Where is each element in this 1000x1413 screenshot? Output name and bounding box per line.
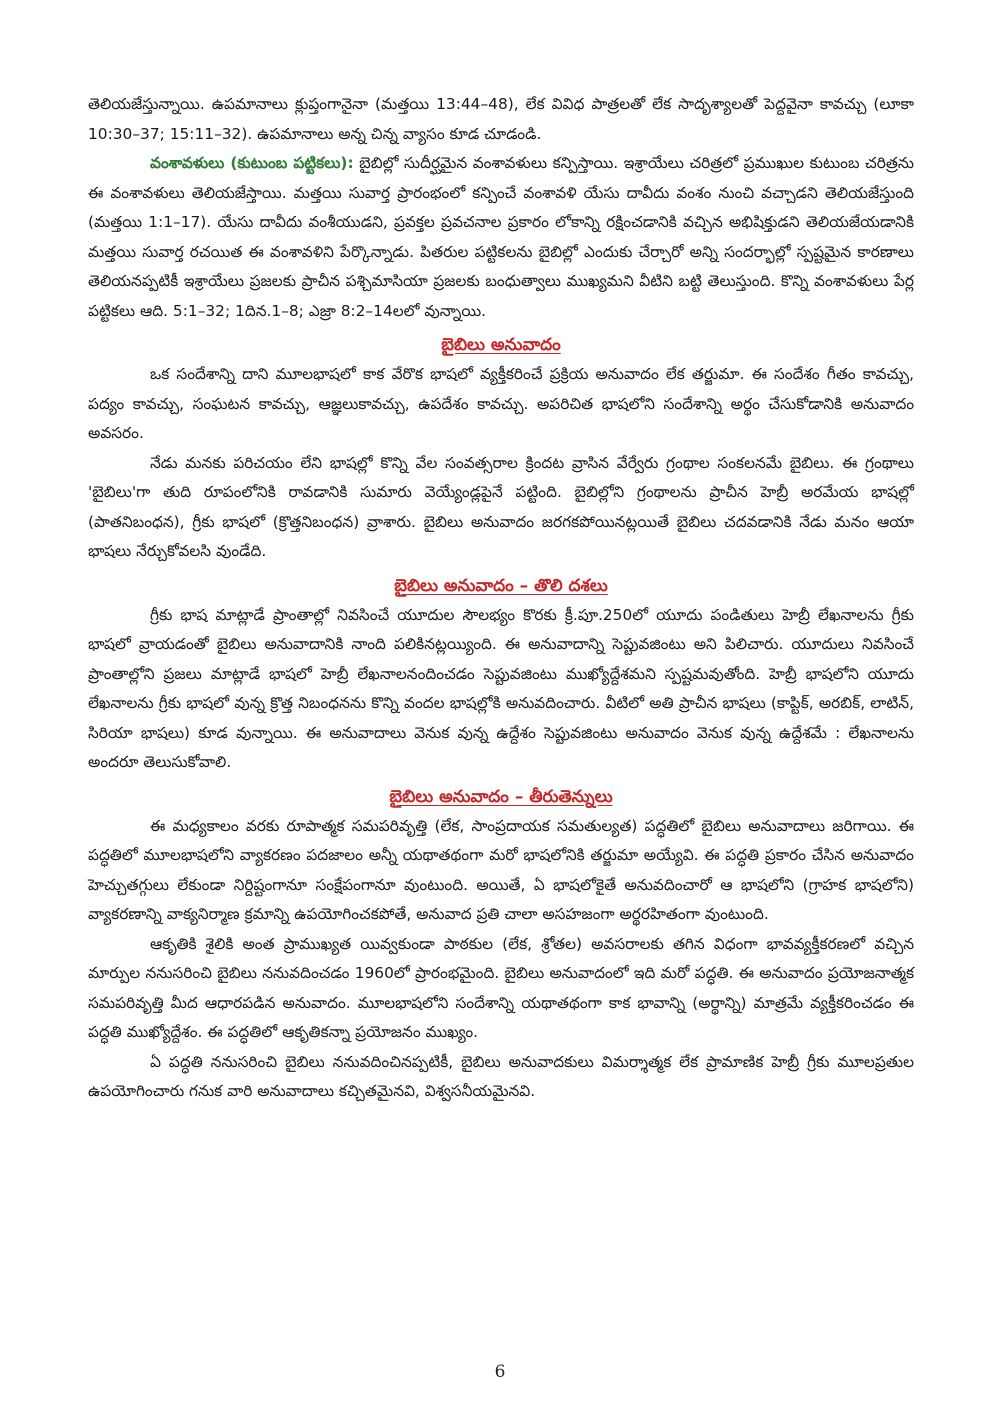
genealogies-body: బైబిల్లో సుదీర్ఘమైన వంశావళులు కన్పిస్తాయి. ఇశ్రాయేలు చరిత్రలో ప్రముఖుల కుటుంబ చరిత్రను ఈ వంశావళులు తెలియజేస్తాయి. మత్తయి సువార్త ప్రారంభంలో కన్పించే వంశావళి యేసు దావీదు వంశం నుంచి వచ్చాడని తెలియజేస్తుంది (మత్తయి 1:1–17). యేసు దావీదు వంశీయుడని, ప్రవక్తల ప్రవచనాల ప్రకారం లోకాన్ని రక్షించడానికి వచ్చిన అభిషిక్తుడని తెలియజేయడానికి మత్తయి సువార్త రచయిత ఈ వంశావళిని పేర్కొన్నాడు. పితరుల పట్టికలను బైబిల్లో ఎందుకు చేర్చారో అన్ని సందర్భాల్లో స్పష్టమైన కారణాలు తెలియనప్పటికీ ఇశ్రాయేలు ప్రజలకు ప్రాచీన పశ్చిమాసియా ప్రజలకు బంధుత్వాలు ముఖ్యమని వీటిని బట్టి తెలుస్తుంది. కొన్ని వంశావళులు పేర్ల పట్టికలు ఆది. 5:1–32; 1దిన.1–8; ఎజ్రా 8:2–14లలో వున్నాయి. bbox=[88, 154, 914, 320]
paragraph-reliability: ఏ పద్ధతి ననుసరించి బైబిలు ననువదించినప్పటికీ, బైబిలు అనువాదకులు విమర్శాత్మక లేక ప్రామాణిక హెబ్రీ గ్రీకు మూలప్రతుల ఉపయోగించారు గనుక వారి అనువాదాలు కచ్చితమైనవి, విశ్వసనీయమైనవి. bbox=[88, 1052, 914, 1100]
paragraph-translation-definition: ఒక సందేశాన్ని దాని మూలభాషలో కాక వేరొక భాషలో వ్యక్తీకరించే ప్రక్రియ అనువాదం లేక తర్జుమా. ఈ సందేశం గీతం కావచ్చు, పద్యం కావచ్చు, సంఘటన కావచ్చు, ఆజ్ఞలుకావచ్చు, ఉపదేశం కావచ్చు. అపరిచిత భాషలోని సందేశాన్ని అర్థం చేసుకోడానికి అనువాదం అవసరం. bbox=[88, 365, 914, 442]
heading-translation-early-stages: బైబిలు అనువాదం – తొలి దశలు bbox=[394, 575, 608, 596]
heading-translation-methods: బైబిలు అనువాదం – తీరుతెన్నులు bbox=[389, 786, 613, 807]
heading-bible-translation: బైబిలు అనువాదం bbox=[441, 335, 561, 355]
paragraph-formal-equivalence: ఈ మధ్యకాలం వరకు రూపాత్మక సమపరివృత్తి (లేక, సాంప్రదాయక సమతుల్యత) పద్ధతిలో బైబిలు అనువాదాలు జరిగాయి. ఈ పద్ధతిలో మూలభాషలోని వ్యాకరణం పదజాలం అన్నీ యథాతథంగా మరో భాషలోనికి తర్జుమా అయ్యేవి. ఈ పద్ధతి ప్రకారం చేసిన అనువాదం హెచ్చుతగ్గులు లేకుండా నిర్దిష్టంగానూ సంక్షేపంగానూ వుంటుంది. అయితే, ఏ భాషలోకైతే అనువదించారో ఆ భాషలోని (గ్రాహక భాషలోని) వ్యాకరణాన్ని వాక్యనిర్మాణ క్రమాన్ని ఉపయోగించకపోతే, అనువాద ప్రతి చాలా అసహజంగా అర్థరహితంగా వుంటుంది. bbox=[88, 816, 914, 923]
page-number: 6 bbox=[494, 1362, 506, 1382]
paragraph-parables-continued: తెలియజేస్తున్నాయి. ఉపమానాలు క్లుప్తంగానైనా (మత్తయి 13:44–48), లేక వివిధ పాత్రలతో లేక సాదృశ్యాలతో పెద్దవైనా కావచ్చు (లూకా 10:30–37; 15:11–32). ఉపమానాలు అన్న చిన్న వ్యాసం కూడ చూడండి. bbox=[88, 95, 914, 143]
paragraph-septuagint: గ్రీకు భాష మాట్లాడే ప్రాంతాల్లో నివసించే యూదుల సౌలభ్యం కొరకు క్రీ.పూ.250లో యూదు పండితులు హెబ్రీ లేఖనాలను గ్రీకు భాషలో వ్రాయడంతో బైబిలు అనువాదానికి నాంది పలికినట్లయ్యింది. ఈ అనువాదాన్ని సెప్టువజింటు అని పిలిచారు. యూదులు నివసించే ప్రాంతాల్లోని ప్రజలు మాట్లాడే భాషలో హెబ్రీ లేఖనాలనందించడం సెప్టువజింటు ముఖ్యోద్దేశమని స్పష్టమవుతోంది. హెబ్రీ భాషలోని యూదు లేఖనాలను గ్రీకు భాషలో వున్న క్రొత్త నిబంధనను కొన్ని వందల భాషల్లోకి అనువదించారు. వీటిలో అతి ప్రాచీన భాషలు (కాప్టిక్, అరబిక్, లాటిన్, సిరియా భాషలు) కూడ వున్నాయి. ఈ అనువాదాలు వెనుక వున్న ఉద్దేశం సెప్టువజింటు అనువాదం వెనుక వున్న ఉద్దేశమే : లేఖనాలను అందరూ తెలుసుకోవాలి. bbox=[88, 605, 914, 771]
paragraph-bible-languages: నేడు మనకు పరిచయం లేని భాషల్లో కొన్ని వేల సంవత్సరాల క్రిందట వ్రాసిన వేర్వేరు గ్రంథాల సంకలనమే బైబిలు. ఈ గ్రంథాలు 'బైబిలు'గా తుది రూపంలోనికి రావడానికి సుమారు వెయ్యేండ్లపైనే పట్టింది. బైబిల్లోని గ్రంథాలను ప్రాచీన హెబ్రీ అరమేయ భాషల్లో (పాతనిబంధన), గ్రీకు భాషలో (క్రొత్తనిబంధన) వ్రాశారు. బైబిలు అనువాదం జరగకపోయినట్లయితే బైబిలు చదవడానికి నేడు మనం ఆయా భాషలు నేర్చుకోవలసి వుండేది. bbox=[88, 453, 914, 560]
paragraph-genealogies bbox=[88, 149, 914, 326]
genealogies-term: వంశావళులు (కుటుంబ పట్టికలు): bbox=[150, 154, 354, 172]
paragraph-dynamic-equivalence: ఆకృతికి శైలికి అంత ప్రాముఖ్యత యివ్వకుండా పాఠకుల (లేక, శ్రోతల) అవసరాలకు తగిన విధంగా భావవ్యక్తీకరణలో వచ్చిన మార్పుల ననుసరించి బైబిలు ననువదించడం 1960లో ప్రారంభమైంది. బైబిలు అనువాదంలో ఇది మరో పద్ధతి. ఈ అనువాదం ప్రయోజనాత్మక సమపరివృత్తి మీద ఆధారపడిన అనువాదం. మూలభాషలోని సందేశాన్ని యథాతథంగా కాక భావాన్ని (అర్థాన్ని) మాత్రమే వ్యక్తీకరించడం ఈ పద్ధతి ముఖ్యోద్దేశం. ఈ పద్ధతిలో ఆకృతికన్నా ప్రయోజనం ముఖ్యం. bbox=[88, 934, 914, 1041]
